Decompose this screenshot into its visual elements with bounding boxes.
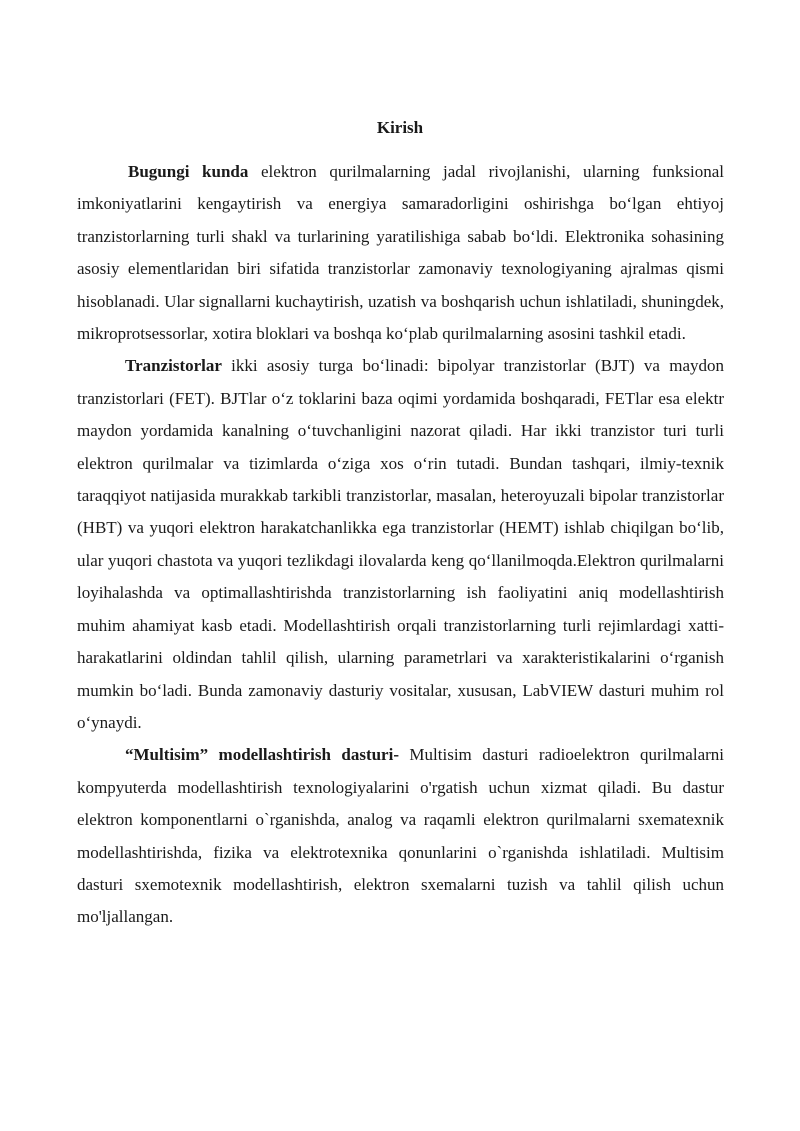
paragraph-text: Multisim dasturi radioelektron qurilmalarni kompyuterda modellashtirish texnologiyalarini o'rgatish uchun xizmat qiladi. Bu dastur elektron komponentlarni o`rganishda, analog va raqamli elektron qurilmalarni sxematexnik modellashtirishda, fizika va elektrotexnika qonunlarini o`rganishda ishlatiladi. Multisim dasturi sxemotexnik modellashtirish, elektron sxemalarni tuzish va tahlil qilish uchun mo'ljallangan. (77, 745, 725, 927)
paragraph-transistors (77, 350, 724, 739)
paragraph-lead: Tranzistorlar (125, 356, 222, 376)
page-title: Kirish (376, 118, 424, 137)
paragraph-lead: “Multisim” modellashtirish dasturi- (125, 745, 399, 765)
paragraph-intro (77, 156, 724, 350)
paragraph-text: elektron qurilmalarning jadal rivojlanishi, ularning funksional imkoniyatlarini kengaytirish va energiya samaradorligini oshirishga bo‘lgan ehtiyoj tranzistorlarning turli shakl va turlarining yaratilishiga sabab bo‘ldi. Elektronika sohasining asosiy elementlaridan biri sifatida tranzistorlar zamonaviy texnologiyaning ajralmas qismi hisoblanadi. Ular signallarni kuchaytirish, uzatish va boshqarish uchun ishlatiladi, shuningdek, mikroprotsessorlar, xotira bloklari va boshqa ko‘plab qurilmalarning asosini tashkil etadi. (77, 162, 724, 344)
paragraph-multisim (77, 739, 724, 933)
paragraph-lead: Bugungi kunda (128, 162, 249, 181)
paragraph-text: ikki asosiy turga bo‘linadi: bipolyar tranzistorlar (BJT) va maydon tranzistorlari (FET). BJTlar o‘z toklarini baza oqimi yordamida boshqaradi, FETlar esa elektr maydon yordamida kanalning o‘tuvchanligini nazorat qiladi. Har ikki tranzistor turi turli elektron qurilmalar va tizimlarda o‘ziga xos o‘rin tutadi. Bundan tashqari, ilmiy-texnik taraqqiyot natijasida murakkab tarkibli tranzistorlar, masalan, heteroyuzali bipolar tranzistorlar (HBT) va yuqori elektron harakatchanlikka ega tranzistorlar (HEMT) ishlab chiqilgan bo‘lib, ular yuqori chastota va yuqori tezlikdagi ilovalarda keng qo‘llanilmoqda.Elektron qurilmalarni loyihalashda va optimallashtirishda tranzistorlarning ish faoliyatini aniq modellashtirish muhim ahamiyat kasb etadi. Modellashtirish orqali tranzistorlarning turli rejimlardagi xatti-harakatlarini oldindan tahlil qilish, ularning parametrlari va xarakteristikalarini o‘rganish mumkin bo‘ladi. Bunda zamonaviy dasturiy vositalar, xususan, LabVIEW dasturi muhim rol o‘ynaydi. (77, 356, 724, 732)
document-body (77, 156, 724, 934)
